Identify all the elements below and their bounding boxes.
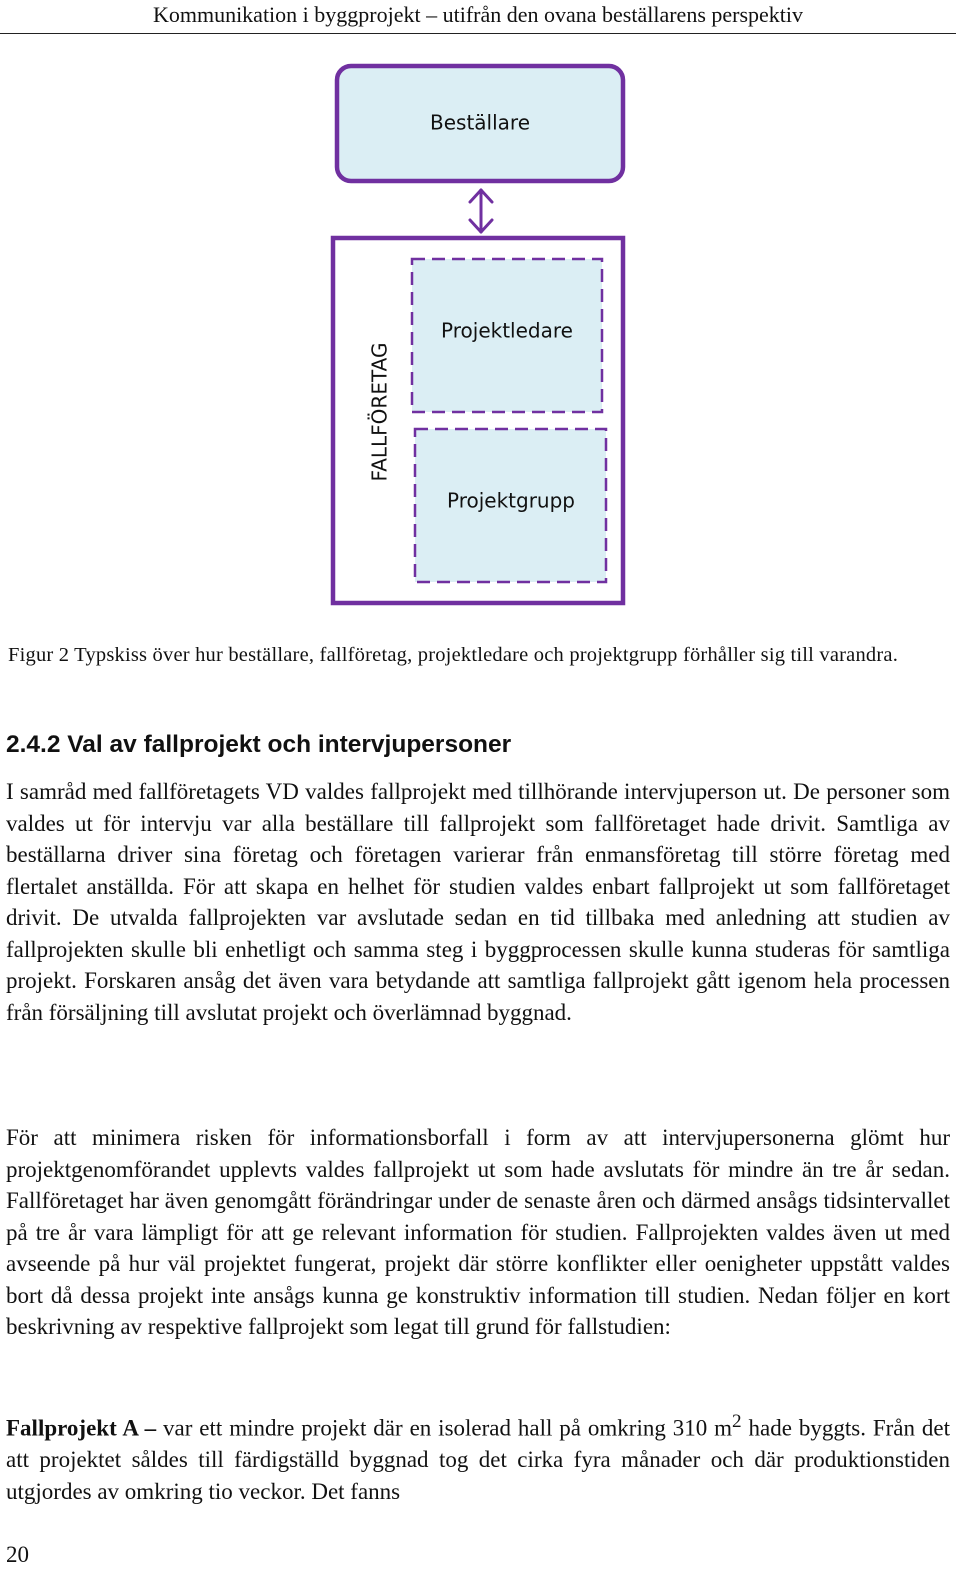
paragraph: I samråd med fallföretagets VD valdes fallprojekt med tillhörande intervjuperson ut. De personer som valdes ut för intervju var alla beställare till fallprojekt som fallföretaget hade drivit. Samtliga av beställarna driver sina företag och företagen varierar från enmansföretag till större företag med flertalet anställda. För att skapa en helhet för studien valdes enbart fallprojekt ut som fallföretaget drivit. De utvalda fallprojekten var avslutade sedan en tid tillbaka med anledning att studien av fallprojekten skulle bli enhetligt och samma steg i byggprocessen skulle kunna studeras för samtliga projekt. Forskaren ansåg det även vara betydande att samtliga fallprojekt gått igenom hela processen från försäljning till avslutat projekt och överlämnad byggnad. (6, 779, 950, 1025)
client-label: Beställare (430, 110, 530, 135)
paragraph-lead: Fallprojekt A – (6, 1415, 157, 1441)
unit-superscript: 2 (732, 1411, 742, 1432)
page-number: 20 (6, 1542, 29, 1567)
company-label: FALLFÖRETAG (367, 342, 392, 482)
running-title: Kommunikation i byggprojekt – utifrån den ovana beställarens perspektiv (152, 2, 804, 27)
paragraph: För att minimera risken för informationsborfall i form av att intervjupersonerna glömt hur projektgenomförandet upplevts valdes fallprojekt ut som hade avslutats för mindre än tre år sedan. Fallföretaget har även genomgått förändringar under de senaste åren och därmed ansågs tidsintervallet på tre år vara lämpligt för att ge relevant information för studien. Fallprojekten valdes även ut med avseende på hur väl projektet fungerat, projekt där större konflikter eller oenigheter uppstått valdes bort då dessa projekt inte ansågs kunna ge konstruktiv information till studien. Nedan följer en kort beskrivning av respektive fallprojekt som legat till grund för fallstudien: (6, 1125, 950, 1339)
double-arrow-icon (470, 190, 492, 232)
organization-diagram (0, 0, 960, 620)
paragraph-fallprojekt-a (6, 1406, 950, 1507)
project-group-label: Projektgrupp (447, 488, 575, 513)
paragraph-text: var ett mindre projekt där en isolerad hall på omkring 310 m (156, 1415, 733, 1441)
paragraph-text: hade byggts. Från det att projektet såldes till färdigställd byggnad tog det cirka fyra månader och där produktionstiden utgjordes av omkring tio veckor. Det fanns (6, 1415, 951, 1504)
figure-caption: Figur 2 Typskiss över hur beställare, fallföretag, projektledare och projektgrupp förhåller sig till varandra. (8, 644, 899, 666)
project-manager-label: Projektledare (441, 318, 573, 343)
section-heading: 2.4.2 Val av fallprojekt och intervjupersoner (6, 731, 512, 758)
